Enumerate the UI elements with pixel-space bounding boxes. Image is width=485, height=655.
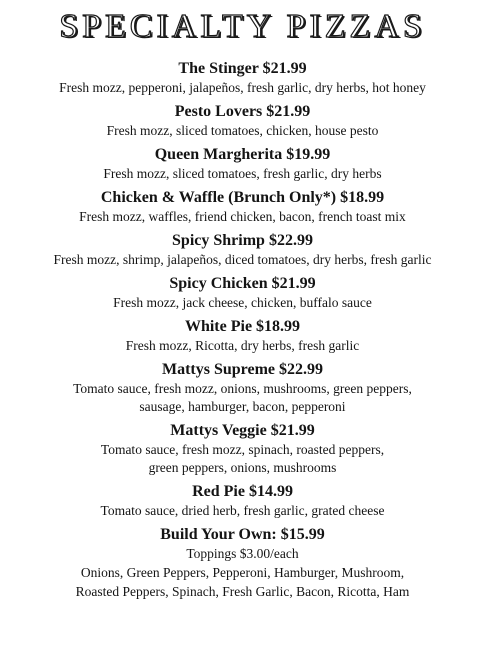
pizza-name: Red Pie $14.99: [192, 483, 293, 500]
pizza-description: Fresh mozz, shrimp, jalapeños, diced tomatoes, dry herbs, fresh garlic: [53, 252, 432, 267]
pizza-description: Tomato sauce, dried herb, fresh garlic, grated cheese: [100, 503, 385, 518]
pizza-description: Fresh mozz, sliced tomatoes, fresh garlic, dry herbs: [103, 166, 382, 181]
pizza-description: Fresh mozz, sliced tomatoes, chicken, house pesto: [106, 123, 379, 138]
topping-price-note: Toppings $3.00/each: [186, 546, 299, 561]
pizza-name: The Stinger $21.99: [178, 60, 307, 77]
topping-list: Onions, Green Peppers, Pepperoni, Hamburger, Mushroom, Roasted Peppers, Spinach, Fresh Garlic, Bacon, Ricotta, Ham: [75, 565, 410, 599]
pizza-item-build-your-own: [0, 525, 485, 601]
pizza-item-red-pie: [0, 482, 485, 520]
pizza-item-pesto-lovers: [0, 102, 485, 140]
pizza-item-chicken-waffle: [0, 188, 485, 226]
pizza-item-the-stinger: [0, 59, 485, 97]
pizza-description: Fresh mozz, pepperoni, jalapeños, fresh garlic, dry herbs, hot honey: [59, 80, 426, 95]
pizza-description: Fresh mozz, Ricotta, dry herbs, fresh garlic: [125, 338, 360, 353]
pizza-name: Pesto Lovers $21.99: [174, 103, 311, 120]
pizza-name: White Pie $18.99: [184, 318, 301, 335]
pizza-description: Tomato sauce, fresh mozz, spinach, roasted peppers, green peppers, onions, mushrooms: [100, 442, 385, 475]
pizza-description: Fresh mozz, waffles, friend chicken, bacon, french toast mix: [79, 209, 406, 224]
pizza-name: Chicken & Waffle (Brunch Only*) $18.99: [100, 189, 385, 206]
pizza-item-white-pie: [0, 317, 485, 355]
pizza-name: Mattys Veggie $21.99: [170, 422, 315, 439]
pizza-description: Fresh mozz, jack cheese, chicken, buffalo sauce: [113, 295, 372, 310]
pizza-name: Spicy Shrimp $22.99: [172, 232, 313, 249]
pizza-name: Queen Margherita $19.99: [154, 146, 331, 163]
pizza-name: Mattys Supreme $22.99: [161, 361, 324, 378]
pizza-item-mattys-veggie: [0, 421, 485, 477]
pizza-list: [0, 59, 485, 601]
pizza-item-spicy-shrimp: [0, 231, 485, 269]
pizza-item-spicy-chicken: [0, 274, 485, 312]
pizza-item-queen-margherita: [0, 145, 485, 183]
pizza-name: Build Your Own: $15.99: [160, 526, 325, 543]
pizza-description: Tomato sauce, fresh mozz, onions, mushrooms, green peppers, sausage, hamburger, bacon, pepperoni: [73, 381, 412, 414]
pizza-name: Spicy Chicken $21.99: [169, 275, 316, 292]
pizza-item-mattys-supreme: [0, 360, 485, 416]
menu-title: SPECIALTY PIZZAS: [59, 8, 426, 45]
